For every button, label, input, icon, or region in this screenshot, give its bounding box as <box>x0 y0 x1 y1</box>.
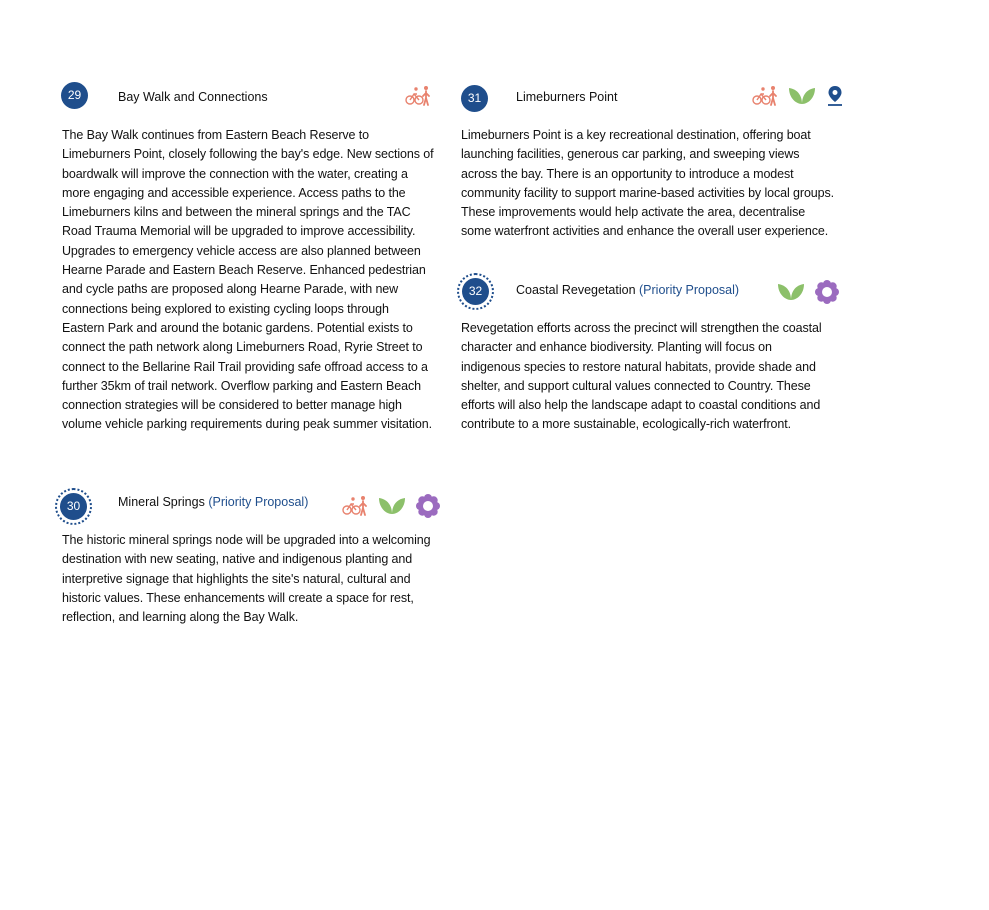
section-title: Limeburners Point <box>516 90 618 104</box>
cycle-walk-icon <box>342 495 368 517</box>
section-icons <box>342 494 440 518</box>
section-body: The Bay Walk continues from Eastern Beach Reserve to Limeburners Point, closely following the bay's edge. New sections of boardwalk will improve the connection with the water, creating a more engaging and accessible experience. Access paths to the Limeburners kilns and between the mineral springs and the TAC Road Trauma Memorial will be upgraded to improve accessibility. Upgrades to emergency vehicle access are also planned between Hearne Parade and Eastern Beach Reserve. Enhanced pedestrian and cycle paths are proposed along Hearne Parade, with new connections being explored to existing cycling loops through Eastern Park and around the botanic gardens. Potential exists to connect the path network along Limeburners Road, Ryrie Street to connect to the Bellarine Rail Trail providing safe offroad access to a further 35km of trail network. Overflow parking and Eastern Beach connection strategies will be considered to better manage high volume vehicle parking requirements during peak summer visitation. <box>62 128 434 432</box>
flower-icon <box>416 494 440 518</box>
section-body: Limeburners Point is a key recreational destination, offering boat launching facilities, generous car parking, and sweeping views across the bay. There is an opportunity to introduce a modest community facility to support marine-based activities by local groups. These improvements would help activate the area, decentralise some waterfront activities and enhance the overall user experience. <box>461 128 835 239</box>
section-number-badge: 31 <box>461 85 488 112</box>
leaf-icon <box>378 496 406 516</box>
priority-proposal-label: (Priority Proposal) <box>639 283 740 297</box>
section-title: Bay Walk and Connections <box>118 90 268 104</box>
section-body: Revegetation efforts across the precinct will strengthen the coastal character and enhance biodiversity. Planting will focus on indigenous species to restore natural habitats, provide shade and shelter, and support cultural values connected to Country. These efforts will also help the landscape adapt to coastal conditions and contribute to a more sustainable, ecologically-rich waterfront. <box>461 321 822 432</box>
section-title: Mineral Springs (Priority Proposal) <box>118 495 309 509</box>
priority-proposal-label: (Priority Proposal) <box>208 495 309 509</box>
section-title: Coastal Revegetation (Priority Proposal) <box>516 283 740 297</box>
section-icons <box>752 85 844 107</box>
cycle-walk-icon <box>752 85 778 107</box>
flower-icon <box>815 280 839 304</box>
section-body: The historic mineral springs node will be upgraded into a welcoming destination with new seating, native and indigenous planting and interpretive signage that highlights the site's natural, cultural and historic values. These enhancements will create a space for rest, reflection, and learning along the Bay Walk. <box>62 533 431 625</box>
section-icons <box>405 85 431 107</box>
leaf-icon <box>788 86 816 106</box>
section-number-badge: 30 <box>60 493 87 520</box>
section-number-badge: 32 <box>462 278 489 305</box>
section-number-badge: 29 <box>61 82 88 109</box>
leaf-icon <box>777 282 805 302</box>
cycle-walk-icon <box>405 85 431 107</box>
map-pin-icon <box>826 85 844 107</box>
section-icons <box>777 280 839 304</box>
